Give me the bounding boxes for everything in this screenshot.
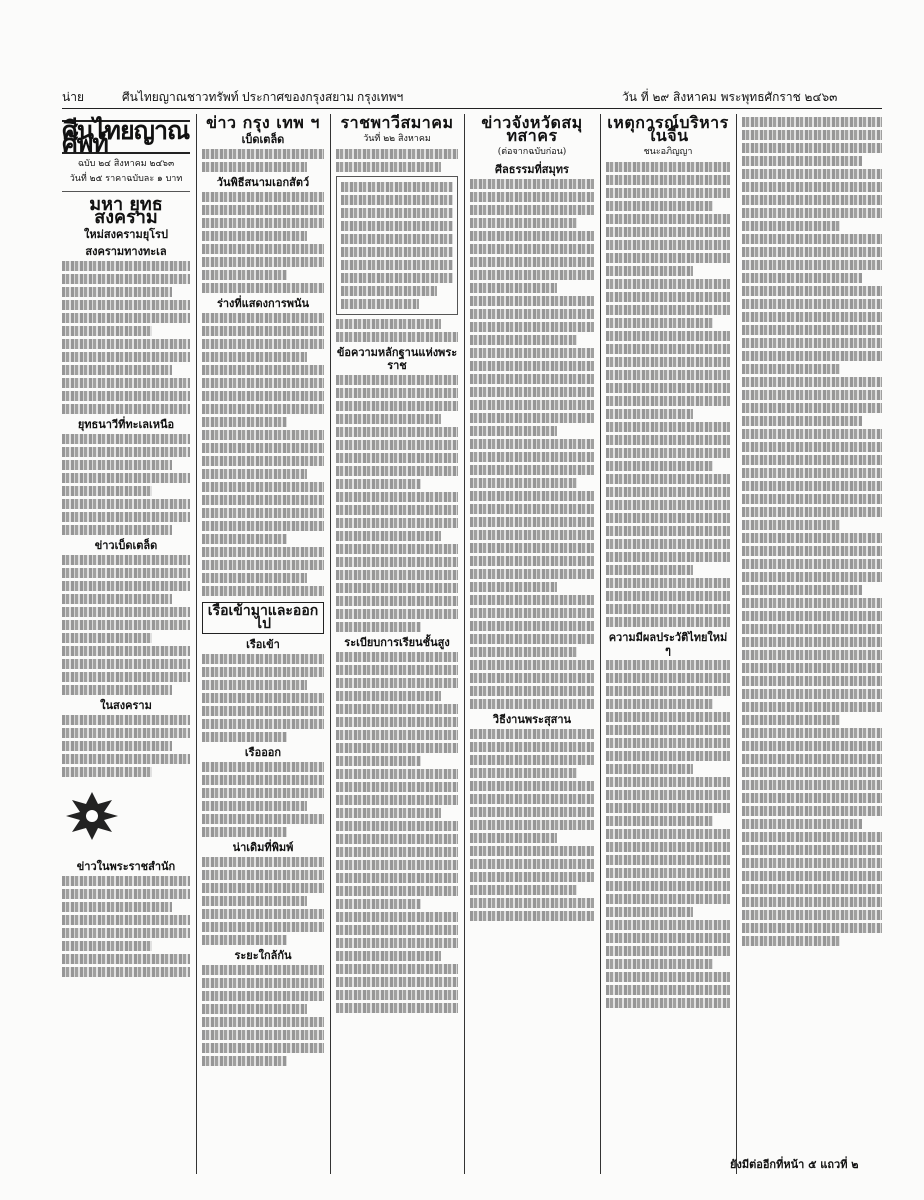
column-title: เหตุการณ์บริหารในจีน [607, 114, 729, 145]
section-name: ประกาศของกรุงสยาม [242, 90, 354, 104]
subheading: สงครามทางทะเล [85, 245, 167, 258]
issue-date: วัน ที่ ๒๙ สิงหาคม พระพุทธศักราช ๒๔๖๓ [622, 90, 838, 104]
masthead: ศีนไทยญาณศัพท์ [62, 116, 190, 158]
donation-list [336, 176, 458, 315]
column-6 [742, 114, 882, 1174]
article-text [202, 965, 324, 1066]
page-header [62, 86, 882, 108]
article-text [606, 162, 730, 627]
column-subtitle: วันที่ ๒๒ สิงหาคม [363, 134, 431, 144]
paper-name: ศีนไทยญาณชาวทรัพท์ [122, 90, 239, 104]
article-text [202, 192, 324, 293]
subheading: ข่าวในพระราชสำนัก [76, 860, 176, 873]
column-rule [330, 114, 331, 1174]
column-rule [464, 114, 465, 1174]
subheading: ข้อความหลักฐานแห่งพระราช [336, 346, 458, 372]
subheading: ใหม่สงครามยุโรป [84, 228, 168, 241]
article-text [606, 660, 730, 1008]
column-subtitle: ชนะอภิญญา [643, 147, 693, 157]
subheading: น่าเดิมที่พิมพ์ [232, 841, 294, 854]
article-text [470, 179, 594, 709]
article-text [62, 434, 190, 535]
continued-note: ยังมีต่ออีกที่หน้า ๕ แถวที่ ๒ [730, 1158, 859, 1171]
article-text [742, 117, 882, 946]
city-name: กรุงเทพฯ [357, 90, 404, 104]
column-title: ราชพาวีสมาคม [340, 114, 454, 132]
column-2 [202, 114, 324, 1174]
article-text [336, 375, 458, 632]
shipping-list [202, 654, 324, 742]
shipping-heading: เรือเข้ามาและออกไป [202, 602, 324, 634]
issue-note-1: ฉบับ ๒๔ สิงหาคม ๒๔๖๓ [77, 159, 175, 169]
header-rule [62, 108, 882, 109]
subheading: ข่าวเบ็ดเตล็ด [94, 539, 158, 552]
column-title: ข่าวจังหวัดสมุทสาคร [481, 114, 583, 145]
column-title: ข่าว กรุง เทพ ฯ [206, 114, 320, 132]
subheading: เรือเข้า [246, 638, 280, 651]
article-text [62, 555, 190, 695]
war-heading: มหา ยุทธสงคราม [89, 194, 163, 228]
subheading: วันพิธีสนามเอกสัตว์ [216, 176, 310, 189]
subheading: เรือออก [244, 746, 282, 759]
column-5 [606, 114, 730, 1174]
column-subtitle: (ต่อจากฉบับก่อน) [497, 147, 567, 157]
article-text [202, 149, 324, 172]
subheading: ยุทธนาวีที่ทะเลเหนือ [77, 418, 175, 431]
subheading: วิธีงานพระสุสาน [492, 713, 572, 726]
article-text [62, 876, 190, 977]
article-text [336, 319, 458, 342]
column-1 [62, 114, 190, 1174]
article-text [470, 729, 594, 921]
subheading: ในสงคราม [100, 699, 152, 712]
column-4 [470, 114, 594, 1174]
article-text [336, 652, 458, 1013]
article-text [202, 857, 324, 945]
subheading: ความมีผลประวัติไทยใหม่ ๆ [608, 631, 728, 657]
divider [62, 191, 190, 192]
column-rule [736, 114, 737, 1174]
shipping-list [202, 762, 324, 837]
subheading: ร่างที่แสดงการพนัน [216, 297, 310, 310]
subheading: ระเบียบการเรียนชั้นสูง [344, 636, 450, 649]
subheading: ศีลธรรมที่สมุทร [495, 163, 569, 176]
column-rule [600, 114, 601, 1174]
page-number: น่าย [62, 90, 84, 104]
article-text [336, 149, 458, 172]
subheading: ระยะใกล้กัน [234, 949, 292, 962]
article-text [62, 715, 190, 777]
article-text [202, 313, 324, 596]
garuda-emblem-icon [62, 786, 122, 846]
column-rule [196, 114, 197, 1174]
subheading: เบ็ดเตล็ด [241, 133, 285, 146]
column-3 [336, 114, 458, 1174]
article-text [62, 261, 190, 414]
issue-note-2: วันที่ ๒๕ ราคาฉบับละ ๑ บาท [69, 174, 183, 184]
